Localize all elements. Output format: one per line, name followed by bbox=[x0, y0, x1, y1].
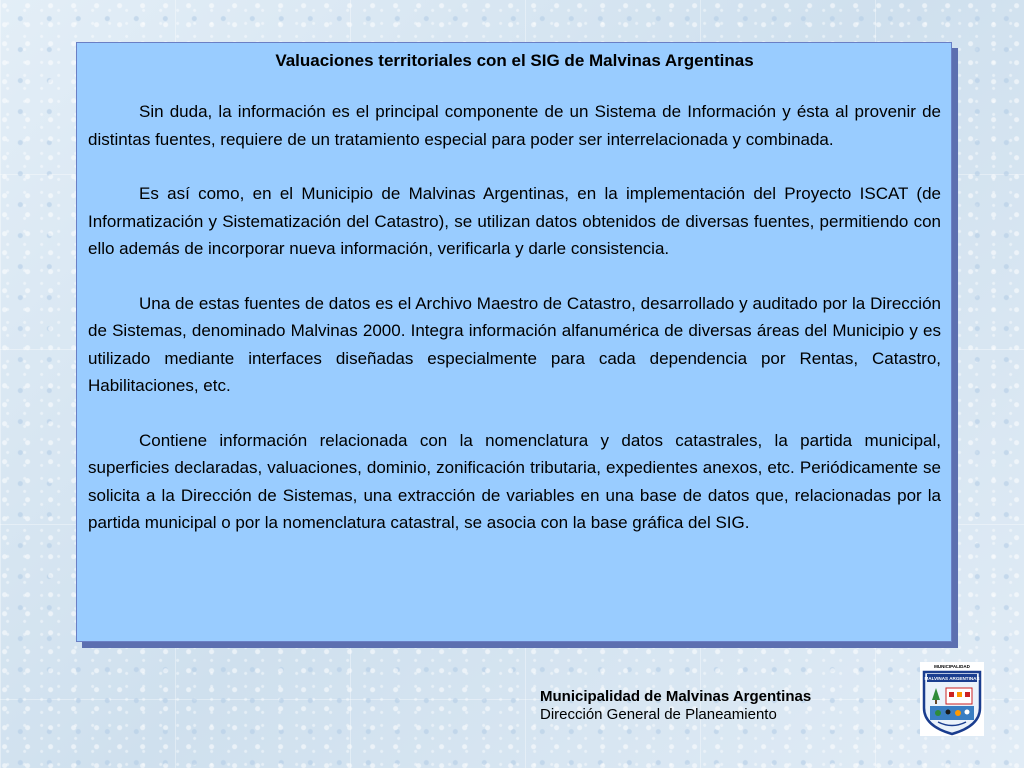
spacer bbox=[88, 153, 941, 180]
logo-top-text: MUNICIPALIDAD bbox=[934, 664, 970, 669]
department-name: Dirección General de Planeamiento bbox=[540, 706, 777, 723]
spacer bbox=[88, 263, 941, 290]
municipal-shield-icon bbox=[920, 662, 984, 736]
paragraph-1: Sin duda, la información es el principal componente de un Sistema de Información y ésta al provenir de distintas fuentes, requiere de un tratamiento especial para poder ser interrelacionada y combinada. bbox=[88, 102, 941, 149]
document-title: Valuaciones territoriales con el SIG de Malvinas Argentinas bbox=[275, 51, 754, 70]
paragraph-4: Contiene información relacionada con la nomenclatura y datos catastrales, la partida municipal, superficies declaradas, valuaciones, dominio, zonificación tributaria, expedientes anexos, etc. Periódicamente se solicita a la Dirección de Sistemas, una extracción de variables en una base de datos que, relacionadas por la partida municipal o por la nomenclatura catastral, se asocia con la base gráfica del SIG. bbox=[88, 430, 941, 532]
footer bbox=[540, 688, 811, 724]
text-panel bbox=[76, 42, 952, 642]
organization-name: Municipalidad de Malvinas Argentinas bbox=[540, 688, 812, 705]
spacer bbox=[88, 73, 941, 98]
paragraph-3: Una de estas fuentes de datos es el Archivo Maestro de Catastro, desarrollado y auditado por la Dirección de Sistemas, denominado Malvinas 2000. Integra información alfanumérica de diversas áreas del Municipio y es utilizado mediante interfaces diseñadas especialmente para cada dependencia por Rentas, Catastro, Habilitaciones, etc. bbox=[88, 293, 941, 395]
paragraph-2: Es así como, en el Municipio de Malvinas Argentinas, en la implementación del Proyecto ISCAT (de Informatización y Sistematización del Catastro), se utilizan datos obtenidos de diversas fuentes, permitiendo con ello además de incorporar nueva información, verificarla y darle consistencia. bbox=[88, 184, 941, 258]
logo-banner-text: MALVINAS ARGENTINAS bbox=[924, 676, 980, 681]
spacer bbox=[88, 400, 941, 427]
